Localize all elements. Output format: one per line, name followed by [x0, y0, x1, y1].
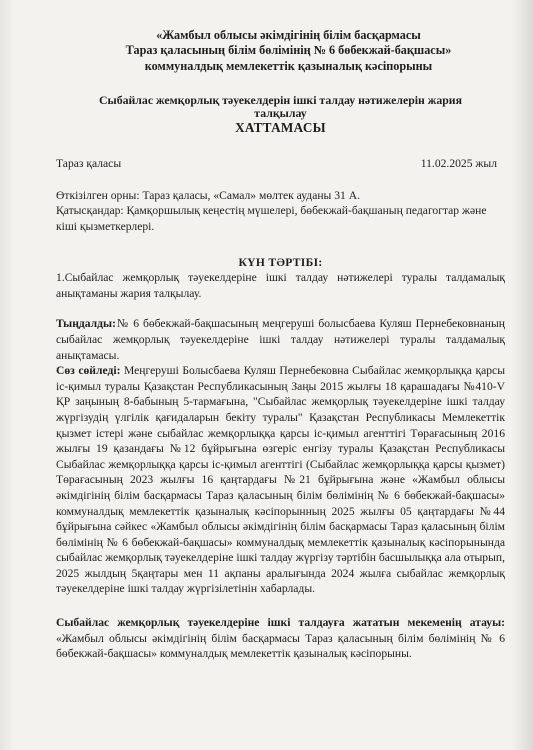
entity-paragraph	[56, 615, 505, 662]
header-line-3: коммуналдық мемлекеттік қазыналық кәсіпорыны	[144, 58, 433, 73]
speech-label: Сөз сөйледі:	[56, 364, 121, 378]
organization-header	[80, 28, 497, 74]
document-title	[56, 94, 505, 120]
venue-text: Өткізілген орны: Тараз қаласы, «Самал» мөлтек ауданы 31 А.	[56, 188, 360, 202]
document-date: 11.02.2025 жыл	[420, 157, 497, 171]
document-subtitle: ХАТТАМАСЫ	[235, 120, 326, 136]
entity-label: Сыбайлас жемқорлық тәуекелдеріне ішкі талдауға жататын мекеменің атауы:	[56, 616, 505, 630]
agenda-item-1: 1.Сыбайлас жемқорлық тәуекелдеріне ішкі талдау нәтижелері туралы талдамалық анықтаманы жария талқылау.	[56, 271, 505, 300]
document-title-line-2: талқылау	[254, 106, 307, 121]
meeting-info	[56, 188, 505, 235]
participants-text: Қатысқандар: Қамқоршылық кеңестің мүшелері, бөбекжай-бақшаның педагогтар және кіші қызметкерлері.	[56, 204, 487, 233]
header-line-1: «Жамбыл облысы әкімдігінің білім басқармасы	[156, 28, 421, 42]
page-right-shadow	[511, 0, 533, 750]
speech-text: Меңгеруші Болысбаева Куляш Пернебековна Сыбайлас жемқорлыққа қарсы іс-қимыл туралы Қазақстан Республикасының Заңы 2015 жылғы 18 қарашадағы №410-V ҚР заңының 8-бабының 5-тармағына, "Сыбайлас жемқорлық тәуекелдеріне ішкі талдау жүргізудің үлгілік қағидаларын бекіту туралы" Қазақстан Республикасы Мемлекеттік қызмет істері және сыбайлас жемқорлыққа қарсы іс-қимыл агенттігі Төрағасының 2016 жылғы 19 қазандағы №12 бұйрығына өзгеріс енгізу туралы Қазақстан Республикасы Сыбайлас жемқорлыққа қарсы іс-қимыл агенттігі (Сыбайлас жемқорлыққа қарсы қызмет) Төрағасының 2023 жылғы 16 қаңтардағы №21 бұйрығына және «Жамбыл облысы әкімдігінің білім басқармасы Тараз қаласының білім бөлімінің № 6 бөбекжай-бақшасы» коммуналдық мемлекеттік қазыналық кәсіпорынның 2025 жылғы 05 қаңтардағы №44 бұйрығына сәйкес «Жамбыл облысы әкімдігінің білім басқармасы Тараз қаласының білім бөлімінің № 6 бөбекжай-бақшасы» коммуналдық мемлекеттік қазыналық кәсіпорынында сыбайлас жемқорлық тәуекелдеріне ішкі талдау жүргізу тәртібін басшылыққа ала отырып, 2025 жылдың 5қаңтары мен 11 ақпаны аралығында 2024 жылға сыбайлас жемқорлық тәуекелдеріне ішкі талдау жүргізілетінін хабарлады.	[56, 364, 505, 596]
document-title-line-1: Сыбайлас жемқорлық тәуекелдерін ішкі талдау нәтижелерін жария	[98, 93, 462, 108]
agenda-title: КҮН ТӘРТІБІ:	[238, 255, 323, 269]
city-label: Тараз қаласы	[56, 157, 122, 171]
heard-label: Тыңдалды:	[56, 317, 116, 331]
heard-paragraph	[56, 316, 505, 363]
header-line-2: Тараз қаласының білім бөлімінің № 6 бөбекжай-бақшасы»	[125, 43, 452, 58]
entity-text: «Жамбыл облысы әкімдігінің білім басқармасы Тараз қаласының білім бөлімінің № 6 бөбекжай-бақшасы» коммуналдық мемлекеттік қазыналық кәсіпорыны.	[56, 631, 505, 661]
heard-text: № 6 бөбекжай-бақшасының меңгеруші болысбаева Куляш Пернебековнаның сыбайлас жемқорлық тәуекелдеріне ішкі талдау нәтижелері туралы талдамалық анықтамасы.	[56, 317, 505, 362]
speech-paragraph	[56, 363, 505, 597]
place-date-row	[56, 156, 505, 172]
page-left-shadow	[0, 0, 14, 750]
